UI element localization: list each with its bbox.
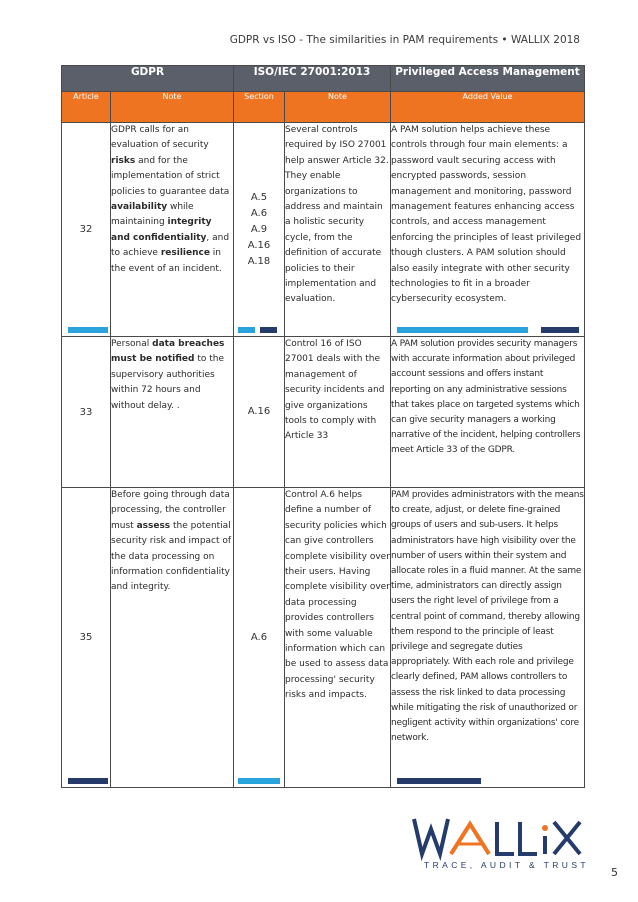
added-value-column-header: Added Value	[391, 92, 585, 123]
note-text-run: and for the implementation of strict policies to guarantee data	[111, 155, 230, 197]
note-text-run: Personal	[111, 339, 153, 349]
emphasis-text: resilience	[160, 248, 210, 259]
pam-value-cell	[391, 337, 585, 488]
iso-note-text: Control 16 of ISO 27001 deals with the management of security incidents and give organizations tools to comply with Article 33	[285, 339, 385, 442]
iso-note-column-header: Note	[285, 92, 391, 123]
section-column-header: Section	[234, 92, 285, 123]
page-number: 5	[611, 866, 618, 879]
emphasis-text: assess	[136, 520, 171, 531]
article-number: 32	[79, 224, 93, 235]
emphasis-text: integrity and confidentiality	[111, 217, 212, 243]
section-code: A.5	[250, 191, 268, 203]
article-column-header: Article	[62, 92, 111, 123]
article-cell	[62, 337, 111, 488]
section-cell	[234, 123, 285, 337]
gdpr-note-cell	[111, 337, 234, 488]
section-list	[234, 135, 284, 325]
section-code: A.18	[247, 255, 271, 267]
section-code: A.16	[247, 406, 271, 417]
gdpr-note-text	[111, 488, 233, 596]
gdpr-note-text	[111, 337, 233, 414]
iso-note-cell	[285, 337, 391, 488]
emphasis-text: risks	[111, 155, 136, 166]
note-text-run: while maintaining	[111, 202, 194, 228]
gdpr-note-cell	[111, 488, 234, 788]
comparison-table	[61, 65, 585, 788]
pam-group-header: Privileged Access Management	[391, 66, 585, 92]
section-list	[234, 488, 284, 787]
pam-value-text: A PAM solution provides security managers with accurate information about privileged account sessions and offers instant reporting on any administrative sessions that takes place on targeted systems which can give security managers a working narrative of the incident, helping controllers meet Article 33 of the GDPR.	[391, 339, 581, 456]
iso-group-header: ISO/IEC 27001:2013	[234, 66, 391, 92]
note-text-run: to the supervisory authorities within 72 hours and without delay. .	[111, 354, 224, 411]
section-code: A.9	[250, 223, 268, 235]
document-header: GDPR vs ISO - The similarities in PAM requirements • WALLIX 2018	[229, 34, 580, 46]
table-row-article-33	[62, 337, 585, 488]
note-text-run: the potential security risk and impact of the data processing on information confidentiality and integrity.	[111, 520, 232, 593]
article-number: 33	[79, 406, 93, 418]
logo-tagline: TRACE, AUDIT & TRUST	[424, 860, 589, 870]
pam-value-text: PAM provides administrators with the means to create, adjust, or delete fine-grained groups of users and sub-users. It helps administrators have high visibility over the number of users within their system and allocate roles in a fluid manner. At the same time, administrators can directly assign users the right level of privilege from a central point of command, thereby allowing them respond to the principle of least privilege and segregate duties appropriately. With each role and privilege clearly defined, PAM allows controllers to assess the risk linked to data processing while mitigating the risk of unauthorized or negligent activity within organizations' core network.	[391, 490, 584, 744]
pam-value-cell	[391, 488, 585, 788]
iso-note-text: Control A.6 helps define a number of security policies which can give controllers complete visibility over their users. Having complete visibility over data processing provides controllers with some valuable information which can be used to assess data processing' security risks and impacts.	[285, 490, 390, 701]
gdpr-group-header: GDPR	[62, 66, 234, 92]
note-text-run: in the event of an incident.	[111, 248, 222, 274]
note-text-run: , and to achieve	[111, 232, 230, 259]
table-row-article-32	[62, 123, 585, 337]
note-text-run: Before going through data processing, the controller must	[111, 490, 230, 531]
section-code: A.6	[250, 207, 268, 219]
iso-note-text: Several controls required by ISO 27001 help answer Article 32. They enable organizations to address and maintain a holistic security cycle, from the definition of accurate policies to their implementation and evaluation.	[285, 125, 389, 305]
wallix-logo	[402, 814, 592, 876]
gdpr-note-column-header: Note	[111, 92, 234, 123]
iso-note-cell	[285, 488, 391, 788]
section-code: A.6	[250, 631, 268, 643]
article-cell	[62, 488, 111, 788]
pam-value-cell	[391, 123, 585, 337]
gdpr-note-cell	[111, 123, 234, 337]
gdpr-note-text	[111, 123, 233, 277]
table-row-article-35	[62, 488, 585, 788]
section-cell	[234, 337, 285, 488]
note-text-run: GDPR calls for an evaluation of security	[111, 125, 209, 151]
section-list	[234, 337, 284, 487]
article-cell	[62, 123, 111, 337]
emphasis-text: availability	[111, 202, 168, 213]
section-code: A.16	[247, 239, 271, 251]
article-number: 35	[79, 632, 93, 643]
section-cell	[234, 488, 285, 788]
pam-value-text: A PAM solution helps achieve these controls through four main elements: a password vault securing access with encrypted passwords, session management and monitoring, password management features enhancing access controls, and access management enforcing the principles of least privileged though clusters. A PAM solution should also easily integrate with other security technologies to fit in a broader cybersecurity ecosystem.	[391, 125, 582, 305]
iso-note-cell	[285, 123, 391, 337]
emphasis-text: data breaches must be notified	[111, 339, 225, 365]
